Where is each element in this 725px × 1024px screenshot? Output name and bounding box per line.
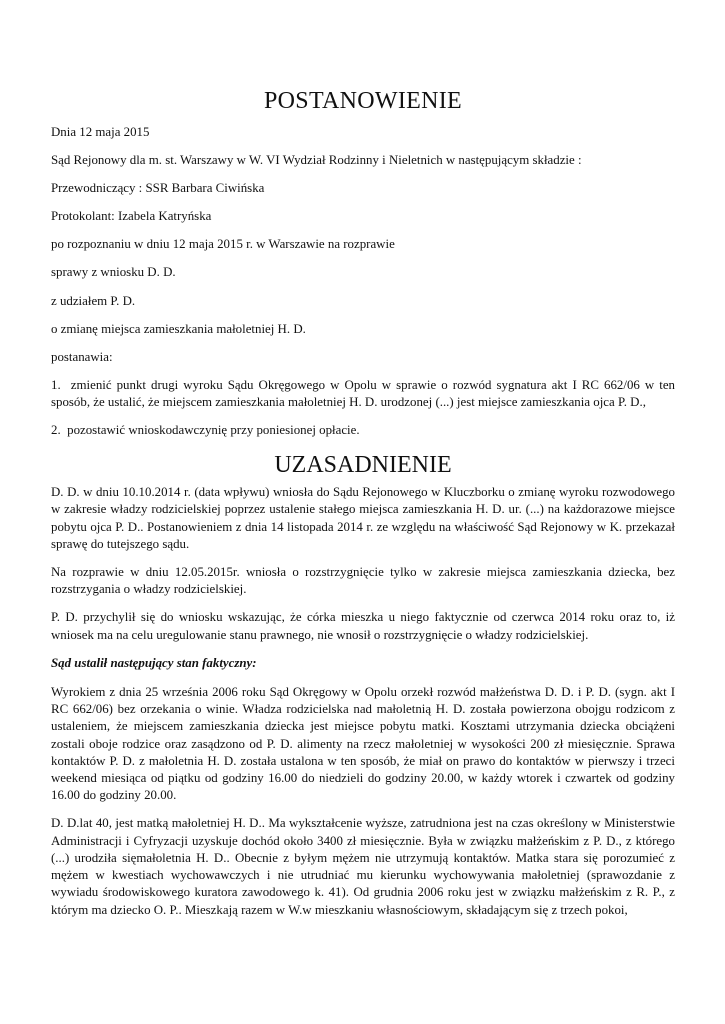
participation-line: z udziałem P. D. xyxy=(51,293,136,308)
document-page xyxy=(51,80,675,919)
decision-intro: postanawia: xyxy=(51,349,113,364)
justification-paragraph: Na rozprawie w dniu 12.05.2015r. wniosła o rozstrzygnięcie tylko w zakresie miejsca zamieszkania dziecka, bez rozstrzygania o władzy rodzicielskiej. xyxy=(51,565,675,597)
clerk-line: Protokolant: Izabela Katryńska xyxy=(51,209,212,224)
justification-paragraph: D. D. w dniu 10.10.2014 r. (data wpływu) wniosła do Sądu Rejonowego w Kluczborku o zmianę wyroku rozwodowego w zakresie władzy rodzicielskiej poprzez ustalenie stałego miejsca zamieszkania H. D. ur. (...) na każdorazowe miejsce pobytu ojca P. D.. Postanowieniem z dnia 14 listopada 2014 r. ze względu na właściwość Sąd Rejonowy w K. przekazał sprawę do tutejszego sądu. xyxy=(51,485,675,551)
facts-heading: Sąd ustalił następujący stan faktyczny: xyxy=(51,655,257,670)
decision-item xyxy=(51,377,675,411)
presiding-judge-line: Przewodniczący : SSR Barbara Ciwińska xyxy=(51,181,265,196)
court-line: Sąd Rejonowy dla m. st. Warszawy w W. VI Wydział Rodzinny i Nieletnich w następującym składzie : xyxy=(51,153,582,168)
document-title: POSTANOWIENIE xyxy=(264,88,462,114)
decision-text: zmienić punkt drugi wyroku Sądu Okręgowego w Opolu w sprawie o rozwód sygnatura akt I RC 662/06 w ten sposób, że ustalić, że miejscem zamieszkania małoletniej H. D. urodzonej (...) jest miejsce zamieszkania ojca P. D., xyxy=(51,377,675,410)
justification-title: UZASADNIENIE xyxy=(274,452,452,479)
facts-paragraph: D. D.lat 40, jest matką małoletniej H. D.. Ma wykształcenie wyższe, zatrudniona jest na czas określony w Ministerstwie Administracji i Cyfryzacji uzyskuje dochód około 3400 zł miesięcznie. Była w związku małżeńskim z P. D., z którego (...) urodziła sięmałoletnia H. D.. Obecnie z byłym mężem nie utrzymują kontaktów. Matka stara się porozumieć z mężem w kwestiach wychowawczych i nie utrudniać mu kierunku wychowywania małoletniej (sprawozdanie z wywiadu środowiskowego kuratora zawodowego k. 41). Od grudnia 2006 roku jest w związku małżeńskim z R. P., z którym ma dziecko O. P.. Mieszkają razem w W.w mieszkaniu własnościowym, składającym się z trzech pokoi, xyxy=(51,816,675,917)
facts-paragraph: Wyrokiem z dnia 25 września 2006 roku Sąd Okręgowy w Opolu orzekł rozwód małżeństwa D. D. i P. D. (sygn. akt I RC 662/06) bez orzekania o winie. Władza rodzicielska nad małoletnią H. D. została powierzona obojgu rodzicom z ustaleniem, że miejscem zamieszkania dziecka jest miejsce pobytu matki. Kosztami utrzymania dziecka obciążeni zostali oboje rodzice oraz zasądzono od P. D. alimenty na rzecz małoletniej w wysokości 200 zł miesięcznie. Sprawa kontaktów P. D. z małoletnia H. D. została ustalona w ten sposób, że miał on prawo do kontaktów w pierwszy i trzeci weekend miesiąca od piątku od godziny 16.00 do niedzieli do godziny 20.00, w każdy wtorek i czwartek od godziny 16.00 do godziny 20.00. xyxy=(51,685,675,803)
justification-paragraph: P. D. przychylił się do wniosku wskazując, że córka mieszka u niego faktycznie od czerwca 2014 roku oraz to, iż wniosek ma na celu uregulowanie stanu prawnego, nie wnosił o rozstrzygnięcie o władzy rodzicielskiej. xyxy=(51,610,675,642)
decision-number: 2. xyxy=(51,423,61,438)
decision-number: 1. xyxy=(51,377,61,392)
date-line: Dnia 12 maja 2015 xyxy=(51,125,150,139)
subject-line: o zmianę miejsca zamieszkania małoletniej H. D. xyxy=(51,321,306,336)
case-line: sprawy z wniosku D. D. xyxy=(51,265,176,280)
hearing-line: po rozpoznaniu w dniu 12 maja 2015 r. w Warszawie na rozprawie xyxy=(51,237,395,252)
decision-item xyxy=(51,422,675,439)
decision-text: pozostawić wnioskodawczynię przy poniesionej opłacie. xyxy=(67,423,360,438)
